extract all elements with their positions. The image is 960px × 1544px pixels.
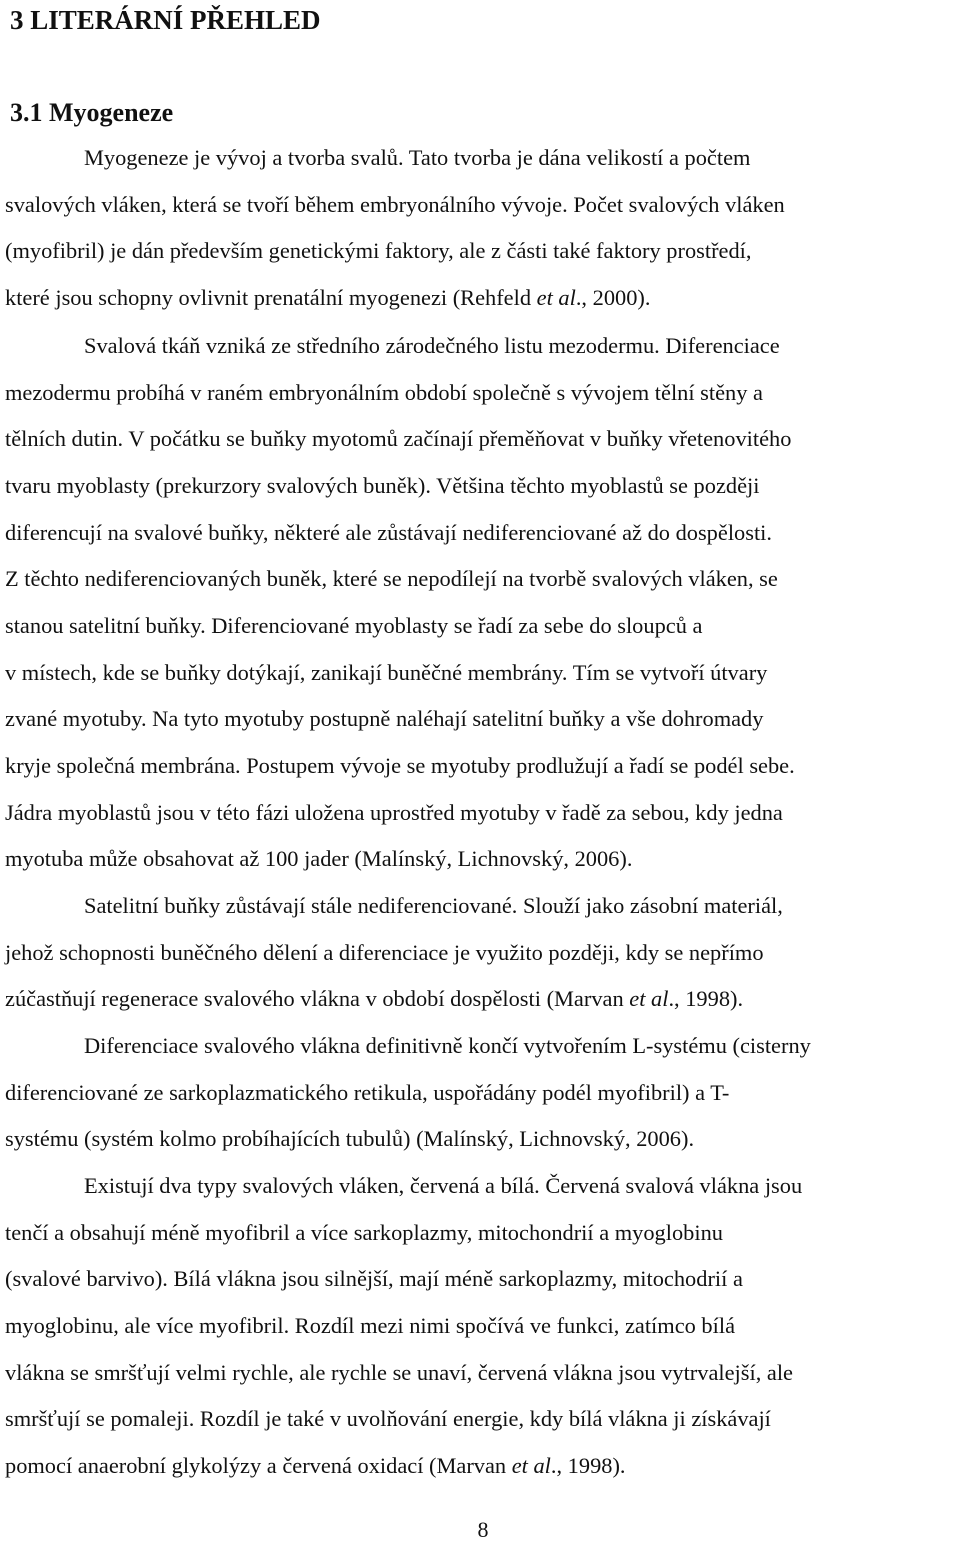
text-line: (myofibril) je dán především genetickými faktory, ale z části také faktory prostředí, [5,238,752,263]
text-line: myoglobinu, ale více myofibril. Rozdíl mezi nimi spočívá ve funkci, zatímco bílá [5,1313,736,1338]
text-line: systému (systém kolmo probíhajících tubulů) (Malínský, Lichnovský, 2006). [5,1126,695,1151]
text-line: tvaru myoblasty (prekurzory svalových buněk). Většina těchto myoblastů se později [5,473,760,498]
text-line: svalových vláken, která se tvoří během embryonálního vývoje. Počet svalových vláken [5,192,785,217]
text-line: myotuba může obsahovat až 100 jader (Malínský, Lichnovský, 2006). [5,846,633,871]
text-line: zvané myotuby. Na tyto myotuby postupně naléhají satelitní buňky a vše dohromady [5,706,764,731]
text-line: zúčastňují regenerace svalového vlákna v období dospělosti (Marvan et al., 1998). [5,986,744,1011]
page-number: 8 [477,1517,489,1542]
text-line: tenčí a obsahují méně myofibril a více sarkoplazmy, mitochondrií a myoglobinu [5,1220,723,1245]
text-line: které jsou schopny ovlivnit prenatální myogenezi (Rehfeld et al., 2000). [5,285,651,310]
text-line: Existují dva typy svalových vláken, červená a bílá. Červená svalová vlákna jsou [84,1173,803,1198]
text-line: pomocí anaerobní glykolýzy a červená oxidací (Marvan et al., 1998). [5,1453,626,1478]
text-line: v místech, kde se buňky dotýkají, zanikají buněčné membrány. Tím se vytvoří útvary [5,660,768,685]
chapter-heading: 3 LITERÁRNÍ PŘEHLED [10,5,321,35]
text-line: Svalová tkáň vzniká ze středního zárodečného listu mezodermu. Diferenciace [84,333,780,358]
section-heading: 3.1 Myogeneze [10,98,174,127]
text-line: smršťují se pomaleji. Rozdíl je také v uvolňování energie, kdy bílá vlákna ji získávají [5,1406,771,1431]
text-line: (svalové barvivo). Bílá vlákna jsou silnější, mají méně sarkoplazmy, mitochodrií a [5,1266,743,1291]
text-line: jehož schopnosti buněčného dělení a diferenciace je využito později, kdy se nepřímo [5,940,764,965]
text-line: mezodermu probíhá v raném embryonálním období společně s vývojem tělní stěny a [5,380,763,405]
text-line: Jádra myoblastů jsou v této fázi uložena uprostřed myotuby v řadě za sebou, kdy jedna [5,800,783,825]
text-line: diferenciované ze sarkoplazmatického retikula, uspořádány podél myofibril) a T- [5,1080,730,1105]
text-line: vlákna se smršťují velmi rychle, ale rychle se unaví, červená vlákna jsou vytrvalejší, ale [5,1360,793,1385]
text-line: Myogeneze je vývoj a tvorba svalů. Tato tvorba je dána velikostí a počtem [84,145,751,170]
text-line: stanou satelitní buňky. Diferenciované myoblasty se řadí za sebe do sloupců a [5,613,703,638]
text-line: Satelitní buňky zůstávají stále nediferenciované. Slouží jako zásobní materiál, [84,893,783,918]
text-line: tělních dutin. V počátku se buňky myotomů začínají přeměňovat v buňky vřetenovitého [5,426,792,451]
text-line: Diferenciace svalového vlákna definitivně končí vytvořením L-systému (cisterny [84,1033,811,1058]
text-line: diferencují na svalové buňky, některé ale zůstávají nediferenciované až do dospělosti. [5,520,772,545]
text-line: Z těchto nediferenciovaných buněk, které se nepodílejí na tvorbě svalových vláken, se [5,566,778,591]
text-line: kryje společná membrána. Postupem vývoje se myotuby prodlužují a řadí se podél sebe. [5,753,795,778]
